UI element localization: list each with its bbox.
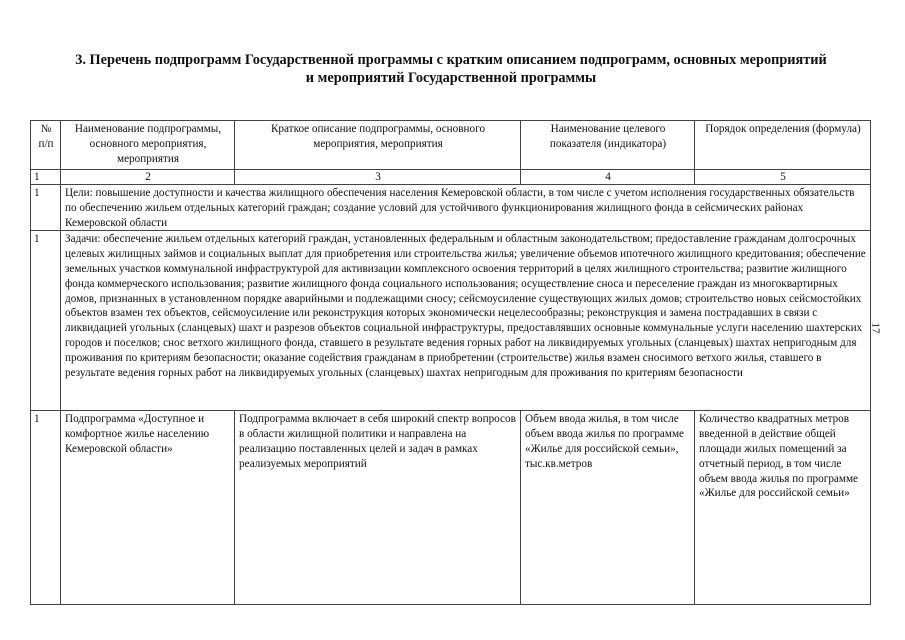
page-number: 17 <box>869 322 882 334</box>
subprogram-row-num: 1 <box>31 411 61 605</box>
header-num: № п/п <box>31 121 61 170</box>
subprogram-description: Подпрограмма включает в себя широкий спектр вопросов в области жилищной политики и направлена на реализацию поставленных целей и задач в рамках реализуемых мероприятий <box>235 411 521 605</box>
column-number: 2 <box>61 170 235 185</box>
subprogram-formula: Количество квадратных метров введенной в действие общей площади жилых помещений за отчетный период, в том числе объем ввода жилья по программе «Жилье для российской семьи» <box>695 411 871 605</box>
column-number: 4 <box>521 170 695 185</box>
tasks-row-num: 1 <box>31 231 61 411</box>
title-line-1: 3. Перечень подпрограмм Государственной программы с кратким описанием подпрограмм, основных мероприятий <box>75 52 827 68</box>
title-line-2: и мероприятий Государственной программы <box>305 70 597 86</box>
subprograms-table <box>30 120 871 605</box>
column-number: 3 <box>235 170 521 185</box>
subprogram-indicator: Объем ввода жилья, в том числе объем ввода жилья по программе «Жилье для российской семьи», тыс.кв.метров <box>521 411 695 605</box>
column-number: 5 <box>695 170 871 185</box>
header-formula: Порядок определения (формула) <box>695 121 871 170</box>
table-header-row <box>31 121 871 170</box>
tasks-text: Задачи: обеспечение жильем отдельных категорий граждан, установленных федеральным и областным законодательством; предоставление гражданам долгосрочных целевых жилищных займов и социальных выплат для приобретения или строительства жилья; увеличение объемов ипотечного жилищного кредитования; обеспечение земельных участков коммунальной инфраструктурой для активизации комплексного освоения территорий в целях жилищного строительства; развитие жилищного фонда коммерческого использования; развитие жилищного фонда социального использования; осуществление сноса и переселение граждан из многоквартирных домов, признанных в установленном порядке аварийными и подлежащими сносу; сейсмоусиление существующих жилых домов; строительство новых сейсмостойких объектов взамен тех объектов, сейсмоусиление или реконструкция которых экономически нецелесообразны; реконструкция и замена пострадавших в связи с ликвидацией угольных (сланцевых) шахт и разрезов объектов социальной инфраструктуры, предоставлявших основные коммунальные услуги населению шахтерских городов и поселков; снос ветхого жилищного фонда, ставшего в результате ведения горных работ на ликвидируемых угольных (сланцевых) шахтах непригодным для проживания по критериям безопасности; оказание содействия гражданам в приобретении (строительстве) жилья взамен сносимого ветхого жилья, ставшего в результате ведения горных работ на ликвидируемых угольных (сланцевых) шахтах непригодным для проживания по критериям безопасности <box>61 231 871 411</box>
tasks-row <box>31 231 871 411</box>
column-numbers-row <box>31 170 871 185</box>
column-number: 1 <box>31 170 61 185</box>
header-description: Краткое описание подпрограммы, основного мероприятия, мероприятия <box>235 121 521 170</box>
page-title <box>30 51 872 87</box>
goals-row <box>31 185 871 231</box>
subprogram-row <box>31 411 871 605</box>
goals-row-num: 1 <box>31 185 61 231</box>
goals-text: Цели: повышение доступности и качества жилищного обеспечения населения Кемеровской области, в том числе с учетом исполнения государственных обязательств по обеспечению жильем отдельных категорий граждан; создание условий для устойчивого функционирования жилищного фонда в сейсмических районах Кемеровской области <box>61 185 871 231</box>
header-name: Наименование подпрограммы, основного мероприятия, мероприятия <box>61 121 235 170</box>
header-indicator: Наименование целевого показателя (индикатора) <box>521 121 695 170</box>
subprogram-name: Подпрограмма «Доступное и комфортное жилье населению Кемеровской области» <box>61 411 235 605</box>
